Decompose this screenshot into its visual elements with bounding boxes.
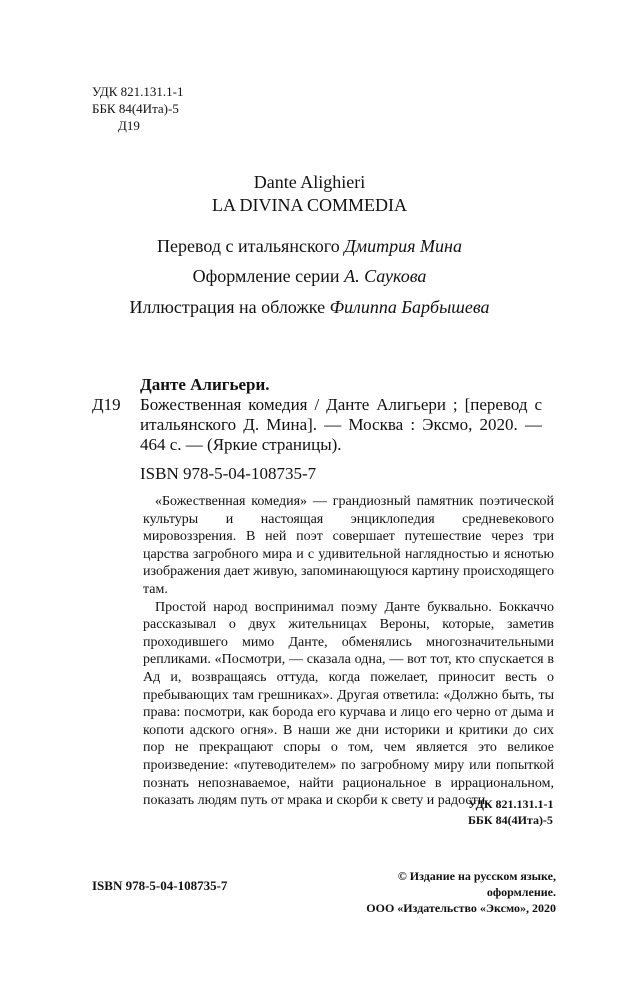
copyright-line-1: © Издание на русском языке, оформление.: [397, 869, 556, 899]
biblio-author: Данте Алигьери.: [140, 375, 270, 394]
isbn-main: ISBN 978-5-04-108735-7: [140, 464, 317, 483]
footer-codes: [468, 796, 554, 828]
footer-bbk: ББК 84(4Ита)-5: [468, 813, 553, 827]
annotation: [143, 493, 554, 810]
translator-credit: [0, 236, 619, 257]
cover-illustrator-name: Филиппа Барбышева: [329, 297, 490, 317]
annotation-paragraph-1: «Божественная комедия» — грандиозный памятник поэтической культуры и настоящая энциклопедия средневекового мировоззрения. В ней поэт совершает путешествие через три царства загробного мира и с удивительной наглядностью и яснотью изображения дает живую, запоминающуюся картину происходящего там.: [143, 494, 554, 597]
cover-illustration-prefix: Иллюстрация на обложке: [129, 297, 330, 317]
original-author: Dante Alighieri: [253, 172, 366, 192]
classification-codes: [92, 83, 184, 134]
biblio-index: Д19: [92, 395, 121, 414]
bibliographic-record: [92, 375, 542, 455]
cover-illustration-credit: [0, 297, 619, 318]
series-designer-name: А. Саукова: [344, 266, 427, 286]
series-design-prefix: Оформление серии: [192, 266, 345, 286]
translator-name: Дмитрия Мина: [344, 236, 462, 256]
series-design-credit: [0, 266, 619, 287]
original-title: LA DIVINA COMMEDIA: [212, 195, 407, 215]
bbk-code: ББК 84(4Ита)-5: [92, 101, 179, 116]
footer-isbn: ISBN 978-5-04-108735-7: [92, 878, 228, 893]
footer-udk: УДК 821.131.1-1: [468, 797, 554, 811]
biblio-description: Божественная комедия / Данте Алигьери ; [перевод с итальянского Д. Мина]. — Москва : Эксмо, 2020. — 464 с. — (Яркие страницы).: [140, 395, 542, 454]
copyright-notice: [330, 868, 556, 916]
copyright-line-2: ООО «Издательство «Эксмо», 2020: [366, 901, 556, 915]
translation-prefix: Перевод с итальянского: [157, 236, 345, 256]
udk-code: УДК 821.131.1-1: [92, 84, 184, 99]
annotation-paragraph-2: Простой народ воспринимал поэму Данте буквально. Боккаччо рассказывал о двух жительницах Вероны, которые, заметив проходившего мимо Данте, обменялись многозначительными репликами. «Посмотри, — сказала одна, — вот тот, кто спускается в Ад и, возвращаясь оттуда, когда пожелает, приносит весть о пребывающих там грешниках». Другая ответила: «Должно быть, ты права: посмотри, как борода его курчава и лицо его черно от дыма и копоти адского огня». В наши же дни историки и критики до сих пор не прекращают споры о том, чем является это великое произведение: «путеводителем» по загробному миру или попыткой познать непознаваемое, найти рациональное в иррациональном, показать людям путь от мрака и скорби к свету и радости.: [143, 599, 554, 809]
author-mark: Д19: [118, 118, 140, 133]
